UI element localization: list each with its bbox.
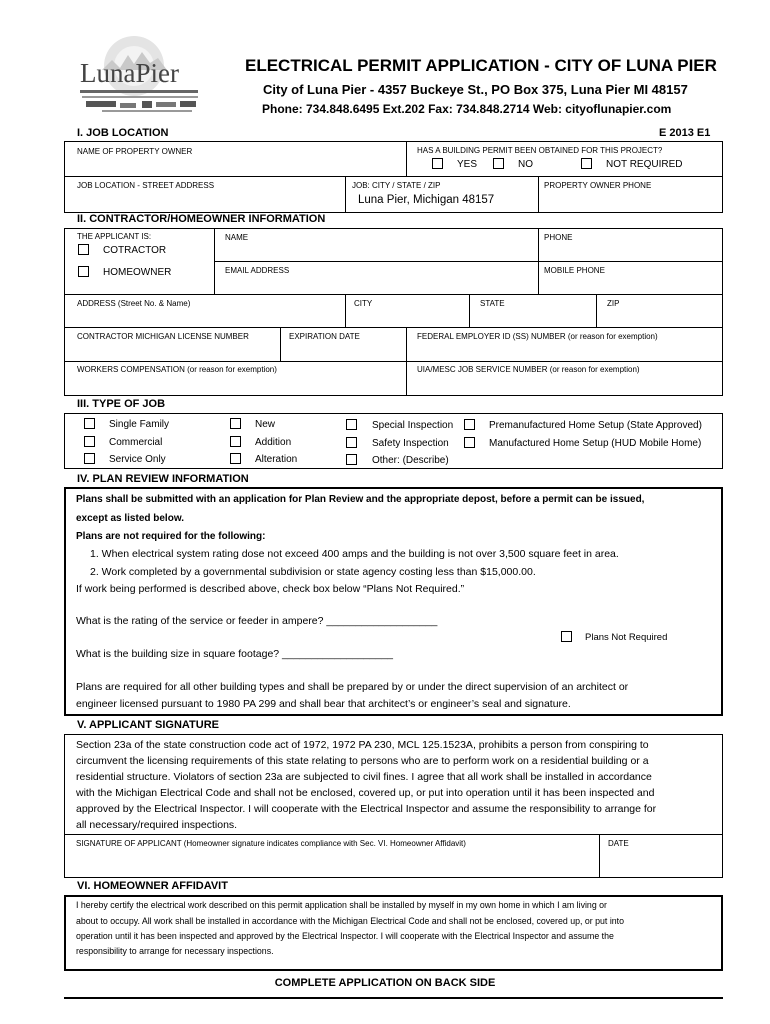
- divider: [345, 294, 346, 327]
- affidavit-line-2: about to occupy. All work shall be installed in accordance with the Michigan Electrical Code and shall not be enclosed, covered up, or put into: [76, 916, 625, 926]
- exemption-item-1: 1. When electrical system rating dose not exceed 400 amps and the building is not over 3,500 square feet in area.: [90, 548, 619, 560]
- logo-text: LunaPier: [80, 58, 179, 88]
- divider: [538, 176, 539, 213]
- divider: [538, 228, 539, 294]
- owner-name-label: NAME OF PROPERTY OWNER: [77, 147, 193, 156]
- signature-field[interactable]: [66, 850, 598, 876]
- workers-comp-label: WORKERS COMPENSATION (or reason for exemption): [77, 365, 277, 374]
- homeowner-checkbox[interactable]: [78, 266, 89, 277]
- divider: [469, 294, 470, 327]
- permit-no-checkbox[interactable]: [493, 158, 504, 169]
- luna-pier-logo: [72, 30, 207, 120]
- divider: [64, 327, 723, 328]
- divider: [214, 261, 723, 262]
- plans-not-required-heading: Plans are not required for the following:: [76, 531, 266, 542]
- exemption-item-2: 2. Work completed by a governmental subdivision or state agency costing less than $15,000.00.: [90, 566, 536, 578]
- special-inspection-checkbox[interactable]: [346, 419, 357, 430]
- other-checkbox[interactable]: [346, 454, 357, 465]
- section-contractor-title: II. CONTRACTOR/HOMEOWNER INFORMATION: [77, 213, 326, 225]
- safety-inspection-label: Safety Inspection: [372, 438, 449, 449]
- building-size-question: What is the building size in square footage? ___________________: [76, 648, 393, 660]
- plans-required-statement: Plans are required for all other building types and shall be prepared by or under the direct supervision of an architect or: [76, 681, 629, 693]
- affidavit-line-3: operation until it has been inspected and approved by the Electrical Inspector. I will cooperate with the Electrical Inspector and assume the: [76, 931, 614, 941]
- back-side-notice: COMPLETE APPLICATION ON BACK SIDE: [274, 977, 496, 989]
- exemption-note: If work being performed is described above, check box below “Plans Not Required.”: [76, 583, 465, 595]
- statute-line-5: approved by the Electrical Inspector. I will cooperate with the Electrical Inspector and assume the responsibility to arrange for: [76, 803, 657, 815]
- plans-not-required-checkbox[interactable]: [561, 631, 572, 642]
- divider: [64, 176, 723, 177]
- addition-checkbox[interactable]: [230, 436, 241, 447]
- other-label: Other: (Describe): [372, 455, 449, 466]
- divider: [596, 294, 597, 327]
- divider: [64, 361, 723, 362]
- owner-phone-label: PROPERTY OWNER PHONE: [544, 181, 652, 190]
- form-code: E 2013 E1: [659, 127, 711, 139]
- safety-inspection-checkbox[interactable]: [346, 437, 357, 448]
- affidavit-line-4: responsibility to arrange for necessary inspections.: [76, 946, 274, 956]
- divider: [64, 834, 723, 835]
- section-job-location-title: I. JOB LOCATION: [77, 127, 169, 139]
- addition-label: Addition: [255, 437, 292, 448]
- divider: [345, 176, 346, 213]
- section-plan-review-title: IV. PLAN REVIEW INFORMATION: [77, 473, 249, 485]
- phone-label: PHONE: [544, 233, 573, 242]
- commercial-label: Commercial: [109, 437, 163, 448]
- section-type-of-job-title: III. TYPE OF JOB: [77, 398, 166, 410]
- divider: [406, 327, 407, 396]
- state-label: STATE: [480, 299, 505, 308]
- date-label: DATE: [608, 839, 629, 848]
- manufactured-checkbox[interactable]: [464, 437, 475, 448]
- permit-not-required-checkbox[interactable]: [581, 158, 592, 169]
- plans-not-required-label: Plans Not Required: [585, 632, 668, 643]
- affidavit-line-1: I hereby certify the electrical work described on this permit application shall be installed by myself in my own home in which I am living or: [76, 900, 607, 910]
- permit-yes-label: YES: [457, 159, 478, 170]
- divider: [64, 294, 723, 295]
- statute-line-1: Section 23a of the state construction code act of 1972, 1972 PA 230, MCL 125.1523A, prohibits a person from conspiring to: [76, 739, 649, 751]
- divider: [406, 141, 407, 176]
- permit-no-label: NO: [518, 159, 533, 170]
- uia-label: UIA/MESC JOB SERVICE NUMBER (or reason for exemption): [417, 365, 640, 374]
- name-label: NAME: [225, 233, 249, 242]
- statute-line-2: circumvent the licensing requirements of this state relating to persons who are to perform work on a residential building or a: [76, 755, 649, 767]
- single-family-label: Single Family: [109, 419, 170, 430]
- commercial-checkbox[interactable]: [84, 436, 95, 447]
- permit-yes-checkbox[interactable]: [432, 158, 443, 169]
- statute-line-6: all necessary/required inspections.: [76, 819, 238, 831]
- zip-label: ZIP: [607, 299, 620, 308]
- single-family-checkbox[interactable]: [84, 418, 95, 429]
- contractor-label: COTRACTOR: [103, 245, 167, 256]
- date-field[interactable]: [601, 850, 721, 876]
- city-address: City of Luna Pier - 4357 Buckeye St., PO Box 375, Luna Pier MI 48157: [263, 82, 688, 97]
- special-inspection-label: Special Inspection: [372, 420, 454, 431]
- license-label: CONTRACTOR MICHIGAN LICENSE NUMBER: [77, 332, 249, 341]
- permit-question-label: HAS A BUILDING PERMIT BEEN OBTAINED FOR THIS PROJECT?: [417, 146, 663, 155]
- street-address-label: JOB LOCATION - STREET ADDRESS: [77, 181, 215, 190]
- service-only-checkbox[interactable]: [84, 453, 95, 464]
- new-label: New: [255, 419, 276, 430]
- page-title: ELECTRICAL PERMIT APPLICATION - CITY OF LUNA PIER: [245, 56, 717, 75]
- city-label: CITY: [354, 299, 373, 308]
- city-state-zip-label: JOB: CITY / STATE / ZIP: [352, 181, 441, 190]
- city-contact: Phone: 734.848.6495 Ext.202 Fax: 734.848.2714 Web: cityoflunapier.com: [262, 102, 672, 116]
- premanufactured-checkbox[interactable]: [464, 419, 475, 430]
- service-only-label: Service Only: [109, 454, 166, 465]
- fein-label: FEDERAL EMPLOYER ID (SS) NUMBER (or reason for exemption): [417, 332, 658, 341]
- footer-rule: [64, 997, 723, 999]
- plans-required-statement-cont: engineer licensed pursuant to 1980 PA 299 and shall bear that architect’s or engineer’s seal and signature.: [76, 698, 571, 710]
- statute-line-3: residential structure. Violators of section 23a are subjected to civil fines. I agree that all work shall be installed in accordance: [76, 771, 652, 783]
- applicant-is-label: THE APPLICANT IS:: [77, 232, 152, 241]
- alteration-checkbox[interactable]: [230, 453, 241, 464]
- statute-line-4: with the Michigan Electrical Code and shall not be enclosed, covered up, or put into operation until it has been inspected and: [76, 787, 655, 799]
- address-label: ADDRESS (Street No. & Name): [77, 299, 191, 308]
- service-rating-question: What is the rating of the service or feeder in ampere? ___________________: [76, 615, 438, 627]
- email-label: EMAIL ADDRESS: [225, 266, 290, 275]
- expiration-label: EXPIRATION DATE: [289, 332, 360, 341]
- new-checkbox[interactable]: [230, 418, 241, 429]
- section-signature-title: V. APPLICANT SIGNATURE: [77, 719, 219, 731]
- divider: [599, 834, 600, 878]
- manufactured-label: Manufactured Home Setup (HUD Mobile Home): [489, 438, 702, 449]
- plan-review-intro-cont: except as listed below.: [76, 513, 185, 524]
- mobile-phone-label: MOBILE PHONE: [544, 266, 605, 275]
- homeowner-label: HOMEOWNER: [103, 267, 172, 278]
- contractor-checkbox[interactable]: [78, 244, 89, 255]
- plan-review-intro: Plans shall be submitted with an application for Plan Review and the appropriate depost, before a permit can be issued,: [76, 494, 645, 505]
- divider: [280, 327, 281, 361]
- alteration-label: Alteration: [255, 454, 298, 465]
- premanufactured-label: Premanufactured Home Setup (State Approved): [489, 420, 702, 431]
- permit-not-required-label: NOT REQUIRED: [606, 159, 683, 170]
- section-affidavit-title: VI. HOMEOWNER AFFIDAVIT: [77, 880, 228, 892]
- signature-label: SIGNATURE OF APPLICANT (Homeowner signature indicates compliance with Sec. VI. Homeowner Affidavit): [76, 839, 466, 848]
- city-state-zip-value: Luna Pier, Michigan 48157: [358, 194, 495, 206]
- divider: [214, 228, 215, 294]
